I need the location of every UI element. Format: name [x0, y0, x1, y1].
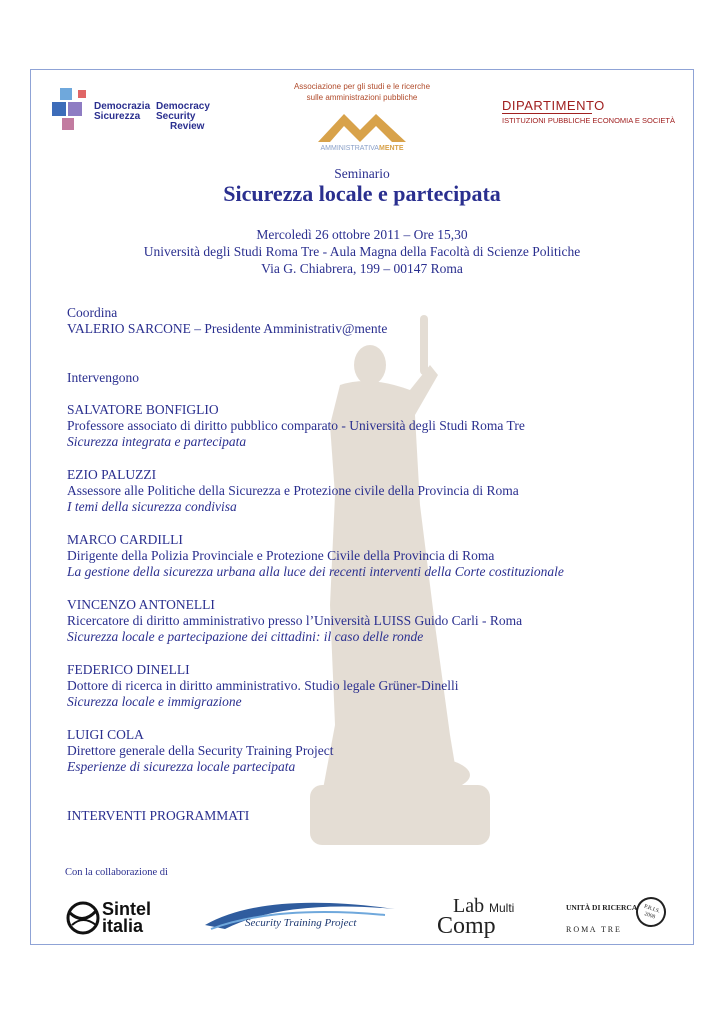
intervengono-label: Intervengono [67, 370, 139, 385]
sintel-globe-icon [66, 899, 100, 937]
sintel-text-b: italia [102, 916, 144, 936]
association-line-1: Associazione per gli studi e le ricerche [293, 82, 431, 91]
speaker-talk: I temi della sicurezza condivisa [67, 499, 237, 514]
interventi-programmati: INTERVENTI PROGRAMMATI [67, 808, 250, 823]
speaker-talk: Sicurezza integrata e partecipata [67, 434, 247, 449]
speaker-role: Direttore generale della Security Training Project [67, 743, 334, 758]
ds-left-line-1: Democrazia [94, 101, 151, 112]
speaker-name: FEDERICO DINELLI [67, 662, 190, 677]
democrazia-sicurezza-logo [52, 88, 252, 132]
association-line-2: sulle amministrazioni pubbliche [306, 93, 418, 102]
coordina-person: VALERIO SARCONE – Presidente Amministrativ@mente [67, 321, 388, 336]
speaker-talk: Sicurezza locale e partecipazione dei cittadini: il caso delle ronde [67, 629, 424, 644]
unita-text-a: UNITÀ DI RICERCA [566, 903, 638, 912]
ds-right-line-3: Review [170, 121, 205, 132]
sintel-logo [66, 895, 176, 945]
justice-statue-watermark [300, 305, 500, 865]
sintel-text-a: Sintel [102, 899, 152, 919]
speaker-name: EZIO PALUZZI [67, 467, 157, 482]
dept-title: DIPARTIMENTO [502, 98, 605, 113]
dept-subtitle: ISTITUZIONI PUBBLICHE ECONOMIA E SOCIETÀ [502, 116, 675, 125]
ds-cubes-icon [52, 88, 92, 132]
event-venue: Università degli Studi Roma Tre - Aula Magna della Facoltà di Scienze Politiche [143, 244, 581, 259]
speaker-talk: Esperienze di sicurezza locale partecipata [67, 759, 296, 774]
speaker-name: LUIGI COLA [67, 727, 144, 742]
coordina-label: Coordina [67, 305, 118, 320]
speaker-name: MARCO CARDILLI [67, 532, 183, 547]
lab-text-b: Multi [489, 901, 515, 915]
speaker-talk: La gestione della sicurezza urbana alla luce dei recenti interventi della Corte costituzionale [67, 564, 564, 579]
stp-text: Security Training Project [245, 917, 357, 929]
lab-text-c: Comp [437, 913, 496, 939]
ds-right-line-2: Security [156, 111, 196, 122]
speaker-role: Ricercatore di diritto amministrativo presso l’Università LUISS Guido Carli - Roma [67, 613, 523, 628]
amministrativamente-logo [310, 108, 414, 156]
speaker-name: VINCENZO ANTONELLI [67, 597, 215, 612]
amm-text-a: AMMINISTRATIVA [320, 145, 379, 152]
speaker-role: Dottore di ricerca in diritto amministrativo. Studio legale Grüner-Dinelli [67, 678, 459, 693]
amm-text-b: MENTE [378, 145, 404, 152]
pris-seal: P.R.I.S. 2008 [632, 893, 670, 931]
security-training-project-logo [205, 895, 405, 945]
dipartimento-logo [502, 98, 702, 128]
unita-ricerca-logo [566, 895, 666, 945]
event-title: Sicurezza locale e partecipata [223, 181, 501, 206]
lab-text-a: Lab [453, 895, 485, 917]
labmulticomp-logo [437, 895, 537, 945]
event-address: Via G. Chiabrera, 199 – 00147 Roma [261, 261, 463, 276]
speaker-role: Dirigente della Polizia Provinciale e Protezione Civile della Provincia di Roma [67, 548, 495, 563]
unita-text-b: R O M A T R E [566, 925, 620, 934]
event-date: Mercoledì 26 ottobre 2011 – Ore 15,30 [256, 227, 468, 242]
collab-label: Con la collaborazione di [65, 867, 168, 878]
speaker-role: Assessore alle Politiche della Sicurezza e Protezione civile della Provincia di Roma [67, 483, 519, 498]
event-kind: Seminario [334, 166, 390, 181]
ds-right-line-1: Democracy [156, 101, 210, 112]
stp-swoosh-icon [205, 895, 405, 935]
speaker-role: Professore associato di diritto pubblico comparato - Università degli Studi Roma Tre [67, 418, 525, 433]
speaker-name: SALVATORE BONFIGLIO [67, 402, 219, 417]
ds-left-line-2: Sicurezza [94, 111, 141, 122]
speaker-talk: Sicurezza locale e immigrazione [67, 694, 242, 709]
amm-logo-icon [310, 108, 414, 144]
